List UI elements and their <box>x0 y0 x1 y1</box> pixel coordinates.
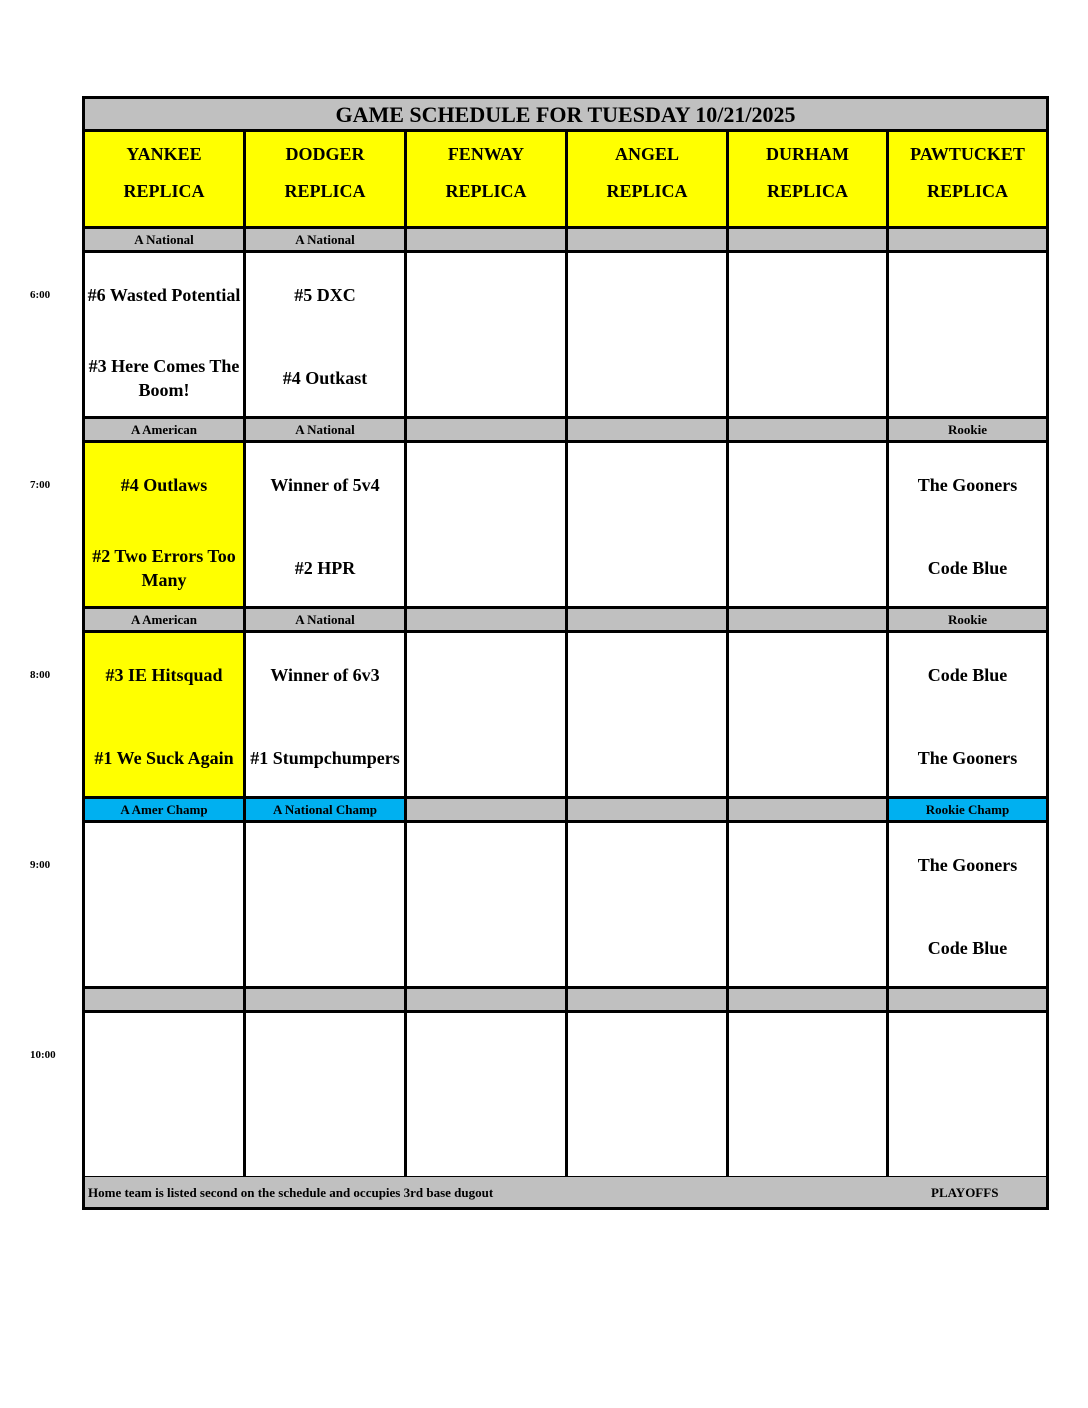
game-cell <box>729 633 889 799</box>
game-cell <box>246 1013 407 1179</box>
division-label <box>568 989 729 1013</box>
field-type: REPLICA <box>445 181 527 201</box>
away-team <box>407 1027 565 1083</box>
home-team <box>407 540 565 596</box>
field-header-3 <box>568 132 729 229</box>
game-cell <box>85 443 246 609</box>
division-label: A National <box>246 419 407 443</box>
game-cell <box>889 1013 1046 1179</box>
home-team <box>729 920 886 976</box>
time-label: 10:00 <box>30 1049 56 1061</box>
home-team: Code Blue <box>927 558 1008 578</box>
playoffs-label: PLAYOFFS <box>931 1185 999 1200</box>
division-label: A American <box>85 419 246 443</box>
game-cell <box>407 253 568 419</box>
division-label <box>568 229 729 253</box>
field-header-2 <box>407 132 568 229</box>
home-team <box>568 350 726 406</box>
home-team <box>407 350 565 406</box>
field-name: FENWAY <box>447 144 525 164</box>
game-cell <box>246 443 407 609</box>
home-team <box>407 730 565 786</box>
division-label <box>407 229 568 253</box>
field-name: PAWTUCKET <box>910 144 1025 164</box>
division-label <box>85 989 246 1013</box>
away-team: #4 Outlaws <box>120 475 208 495</box>
game-cell <box>85 823 246 989</box>
away-team: Code Blue <box>927 665 1008 685</box>
home-team <box>85 1110 243 1166</box>
field-type: REPLICA <box>284 181 366 201</box>
game-cell <box>889 443 1046 609</box>
division-label <box>889 229 1046 253</box>
division-label: A National <box>85 229 246 253</box>
schedule-sheet <box>82 96 1049 1210</box>
field-name: ANGEL <box>614 144 679 164</box>
field-header-4 <box>729 132 889 229</box>
home-team <box>889 1110 1046 1166</box>
home-team <box>568 730 726 786</box>
home-team <box>889 350 1046 406</box>
away-team <box>729 837 886 893</box>
game-cell <box>407 1013 568 1179</box>
away-team <box>729 457 886 513</box>
away-team <box>568 647 726 703</box>
away-team <box>568 267 726 323</box>
away-team <box>407 837 565 893</box>
home-team <box>407 920 565 976</box>
field-header-5 <box>889 132 1046 229</box>
game-cell <box>568 633 729 799</box>
home-team: #4 Outkast <box>282 368 368 388</box>
division-label <box>729 799 889 823</box>
game-cell <box>407 633 568 799</box>
home-team <box>407 1110 565 1166</box>
field-type: REPLICA <box>123 181 205 201</box>
schedule-footer <box>85 1177 1046 1207</box>
game-cell <box>729 1013 889 1179</box>
game-cell <box>85 633 246 799</box>
division-label <box>568 799 729 823</box>
field-type: REPLICA <box>766 181 848 201</box>
home-team <box>568 540 726 596</box>
division-label <box>246 989 407 1013</box>
away-team: #6 Wasted Potential <box>87 285 241 305</box>
away-team: Winner of 5v4 <box>270 475 380 495</box>
game-cell <box>729 443 889 609</box>
game-cell <box>889 633 1046 799</box>
division-label <box>729 419 889 443</box>
away-team <box>889 267 1046 323</box>
division-label <box>568 419 729 443</box>
game-cell <box>246 253 407 419</box>
home-team <box>729 540 886 596</box>
game-cell <box>407 443 568 609</box>
game-cell <box>568 823 729 989</box>
game-cell <box>85 1013 246 1179</box>
home-team: #1 We Suck Again <box>94 748 234 768</box>
home-team: #3 Here Comes The Boom! <box>88 356 240 400</box>
away-team: #5 DXC <box>294 285 356 305</box>
division-label: A American <box>85 609 246 633</box>
game-cell <box>729 253 889 419</box>
away-team: Winner of 6v3 <box>270 665 380 685</box>
division-label <box>407 609 568 633</box>
home-team-note: Home team is listed second on the schedule and occupies 3rd base dugout <box>88 1185 494 1200</box>
home-team <box>729 350 886 406</box>
division-label <box>407 799 568 823</box>
away-team <box>729 267 886 323</box>
home-team: Code Blue <box>927 938 1008 958</box>
game-cell <box>246 823 407 989</box>
away-team <box>889 1027 1046 1083</box>
time-label: 9:00 <box>30 859 51 871</box>
home-team <box>568 920 726 976</box>
field-type: REPLICA <box>606 181 688 201</box>
division-label <box>889 989 1046 1013</box>
time-label: 8:00 <box>30 669 51 681</box>
field-header-0 <box>85 132 246 229</box>
away-team: #3 IE Hitsquad <box>105 665 223 685</box>
division-label: Rookie <box>889 419 1046 443</box>
field-header-1 <box>246 132 407 229</box>
away-team <box>568 457 726 513</box>
field-name: YANKEE <box>126 144 202 164</box>
away-team <box>246 1027 404 1083</box>
division-label <box>568 609 729 633</box>
division-label <box>729 229 889 253</box>
away-team <box>568 837 726 893</box>
home-team <box>729 730 886 786</box>
game-cell <box>568 253 729 419</box>
division-label: A Amer Champ <box>85 799 246 823</box>
division-label: Rookie Champ <box>889 799 1046 823</box>
home-team: #1 Stumpchumpers <box>250 748 400 768</box>
field-name: DODGER <box>285 144 365 164</box>
game-cell <box>729 823 889 989</box>
home-team <box>246 1110 404 1166</box>
away-team <box>729 647 886 703</box>
division-label <box>407 419 568 443</box>
time-label: 7:00 <box>30 479 51 491</box>
game-cell <box>889 823 1046 989</box>
home-team: #2 Two Errors Too Many <box>92 546 236 590</box>
away-team <box>729 1027 886 1083</box>
away-team <box>407 457 565 513</box>
home-team: #2 HPR <box>294 558 356 578</box>
field-name: DURHAM <box>766 144 849 164</box>
away-team <box>246 837 404 893</box>
away-team <box>568 1027 726 1083</box>
division-label: Rookie <box>889 609 1046 633</box>
home-team <box>729 1110 886 1166</box>
field-type: REPLICA <box>926 181 1008 201</box>
home-team <box>568 1110 726 1166</box>
away-team <box>85 837 243 893</box>
game-cell <box>407 823 568 989</box>
game-cell <box>246 633 407 799</box>
away-team <box>407 267 565 323</box>
division-label <box>729 609 889 633</box>
game-cell <box>568 1013 729 1179</box>
away-team <box>407 647 565 703</box>
game-cell <box>85 253 246 419</box>
division-label: A National <box>246 229 407 253</box>
division-label: A National <box>246 609 407 633</box>
game-cell <box>889 253 1046 419</box>
away-team: The Gooners <box>917 855 1018 875</box>
away-team: The Gooners <box>917 475 1018 495</box>
division-label <box>407 989 568 1013</box>
schedule-title: GAME SCHEDULE FOR TUESDAY 10/21/2025 <box>85 99 1046 132</box>
division-label <box>729 989 889 1013</box>
home-team <box>246 920 404 976</box>
home-team <box>85 920 243 976</box>
division-label: A National Champ <box>246 799 407 823</box>
home-team: The Gooners <box>917 748 1018 768</box>
game-cell <box>568 443 729 609</box>
away-team <box>85 1027 243 1083</box>
time-label: 6:00 <box>30 289 51 301</box>
